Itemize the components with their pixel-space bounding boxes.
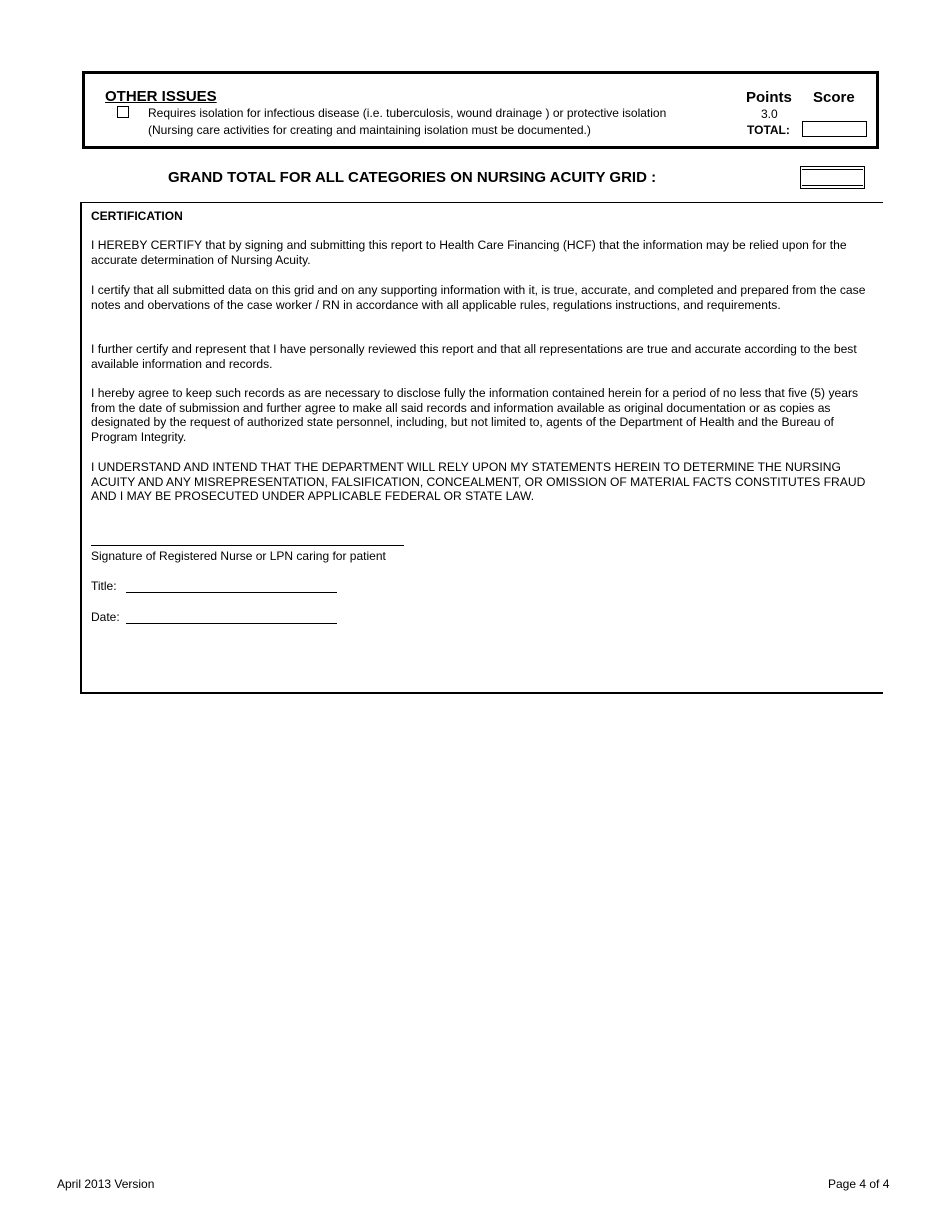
certification-section [80, 202, 883, 694]
other-issues-title: OTHER ISSUES [105, 88, 217, 105]
isolation-item-text: Requires isolation for infectious disease (i.e. tuberculosis, wound drainage ) or protective isolation [148, 106, 667, 120]
grand-total-label: GRAND TOTAL FOR ALL CATEGORIES ON NURSING ACUITY GRID : [168, 169, 657, 186]
footer-version: April 2013 Version [57, 1177, 155, 1191]
certification-paragraph: I UNDERSTAND AND INTEND THAT THE DEPARTMENT WILL RELY UPON MY STATEMENTS HEREIN TO DETERMINE THE NURSING ACUITY AND ANY MISREPRESENTATION, FALSIFICATION, CONCEALMENT, OR OMISSION OF MATERIAL FACTS CONSTITUTES FRAUD AND I MAY BE PROSECUTED UNDER APPLICABLE FEDERAL OR STATE LAW. [91, 460, 866, 504]
score-header: Score [813, 89, 855, 106]
certification-paragraph: I HEREBY CERTIFY that by signing and submitting this report to Health Care Financing (HCF) that the information may be relied upon for the accurate determination of Nursing Acuity. [91, 238, 847, 267]
isolation-item-note: (Nursing care activities for creating and maintaining isolation must be documented.) [148, 123, 591, 137]
certification-paragraph: I certify that all submitted data on this grid and on any supporting information with it, is true, accurate, and completed and prepared from the case notes and obervations of the case worker / RN in accordance with all applicable rules, regulations instructions, and requirements. [91, 283, 866, 312]
footer-page-number: Page 4 of 4 [828, 1177, 890, 1191]
certification-paragraph: I hereby agree to keep such records as are necessary to disclose fully the information contained herein for a period of no less that five (5) years from the date of submission and further agree to make all said records and information available as original documentation or as copies as designated by the request of authorized state personnel, including, but not limited to, agents of the Department of Health and the Bureau of Program Integrity. [91, 386, 859, 445]
isolation-points: 3.0 [761, 107, 778, 121]
total-score-field[interactable] [802, 121, 867, 137]
certification-title: CERTIFICATION [91, 209, 183, 223]
title-label: Title: [91, 579, 117, 593]
date-label: Date: [91, 610, 120, 624]
total-label: TOTAL: [747, 123, 790, 137]
signature-label: Signature of Registered Nurse or LPN caring for patient [91, 549, 386, 563]
certification-paragraph: I further certify and represent that I have personally reviewed this report and that all representations are true and accurate according to the best available information and records. [91, 342, 857, 371]
isolation-checkbox[interactable] [117, 106, 129, 118]
points-header: Points [746, 89, 792, 106]
date-field[interactable] [126, 623, 337, 624]
grand-total-field[interactable] [800, 166, 865, 189]
other-issues-section [82, 71, 879, 149]
title-field[interactable] [126, 592, 337, 593]
signature-line[interactable] [91, 545, 404, 546]
